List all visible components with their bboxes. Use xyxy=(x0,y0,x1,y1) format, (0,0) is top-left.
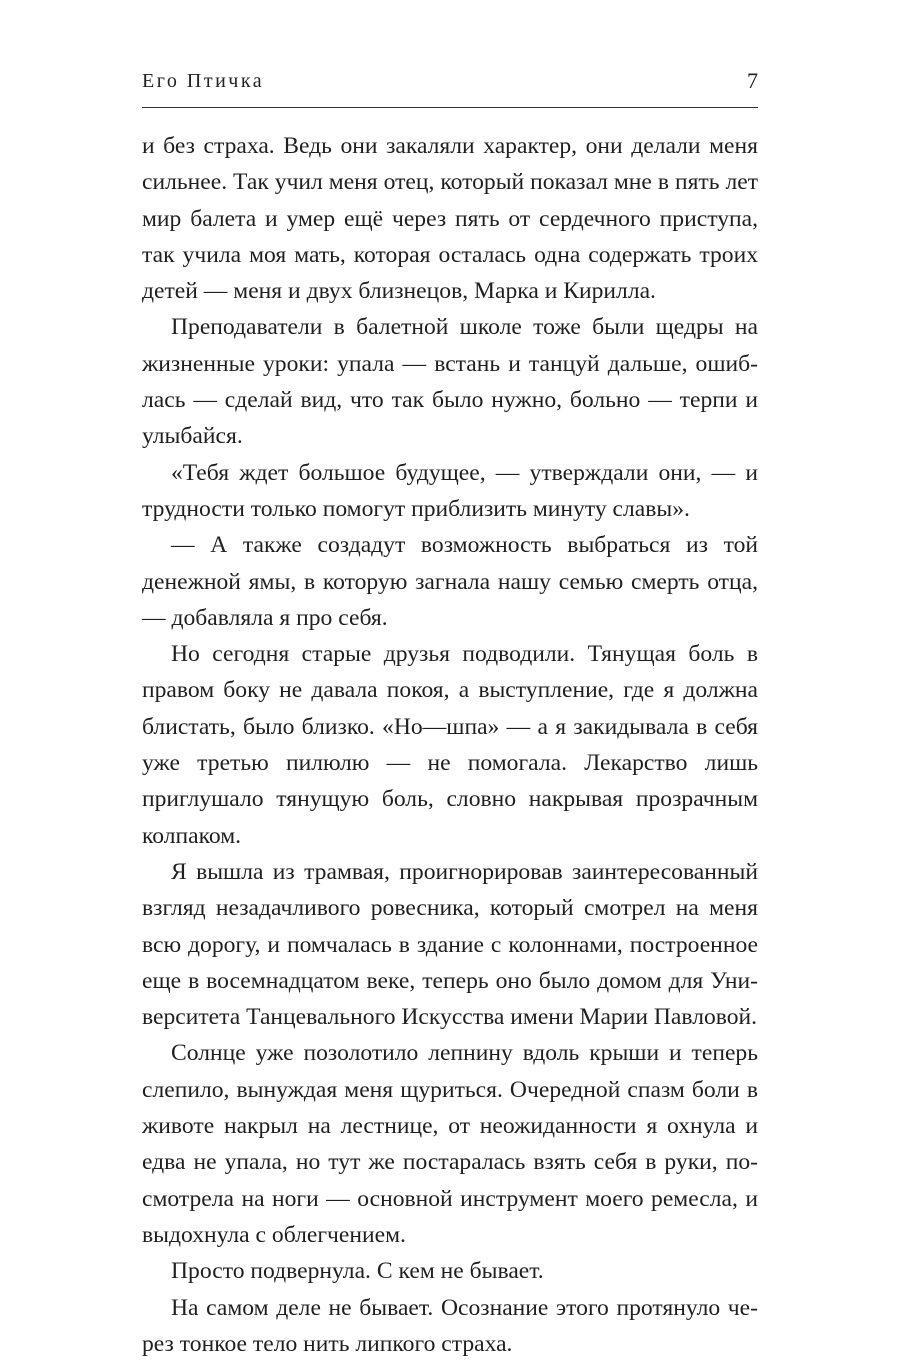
paragraph-5: Но сегодня старые друзья подводили. Тянущая боль в правом боку не давала покоя, а выступление, где я должна блистать, было близко. «Но—шпа» — а я закидывала в себя уже третью пилюлю — не помогала. Лекарство лишь приглушало тянущую боль, словно накрывая прозрачным колпаком. xyxy=(142,636,758,854)
paragraph-7: Солнце уже позолотило лепнину вдоль крыши и теперь слепило, вынуждая меня щуриться. Очередной спазм боли в животе накрыл на лестнице, от неожиданности я охнула и едва не упала, но тут же постаралась взять себя в руки, посмотрела на ноги — основной инструмент моего ремесла, и выдохнула с облегчением. xyxy=(142,1035,758,1253)
paragraph-8: Просто подвернула. С кем не бывает. xyxy=(142,1253,758,1289)
running-title: Его Птичка xyxy=(142,70,264,93)
page-number: 7 xyxy=(747,68,758,94)
paragraph-6: Я вышла из трамвая, проигнорировав заинтересованный взгляд незадачливого ровесника, который смотрел на меня всю дорогу, и помчалась в здание с колоннами, построенное еще в восемнадцатом веке, теперь оно было домом для Университета Танцевального Искусства имени Марии Павловой. xyxy=(142,854,758,1035)
paragraph-3: «Тебя ждет большое будущее, — утверждали они, — и трудности только помогут приблизить минуту славы». xyxy=(142,455,758,528)
header-rule xyxy=(142,107,758,108)
paragraph-9: На самом деле не бывает. Осознание этого протянуло через тонкое тело нить липкого страха. xyxy=(142,1290,758,1362)
paragraph-4: — А также создадут возможность выбраться из той денежной ямы, в которую загнала нашу семью смерть отца, — добавляла я про себя. xyxy=(142,527,758,636)
page-header xyxy=(142,66,758,100)
paragraph-1: и без страха. Ведь они закаляли характер, они делали меня сильнее. Так учил меня отец, который показал мне в пять лет мир балета и умер ещё через пять от сердечного приступа, так учила моя мать, которая осталась одна содержать троих детей — меня и двух близнецов, Марка и Кирилла. xyxy=(142,128,758,309)
paragraph-2: Преподаватели в балетной школе тоже были щедры на жизненные уроки: упала — встань и танцуй дальше, ошиблась — сделай вид, что так было нужно, больно — терпи и улыбайся. xyxy=(142,309,758,454)
body-text xyxy=(142,128,758,1362)
